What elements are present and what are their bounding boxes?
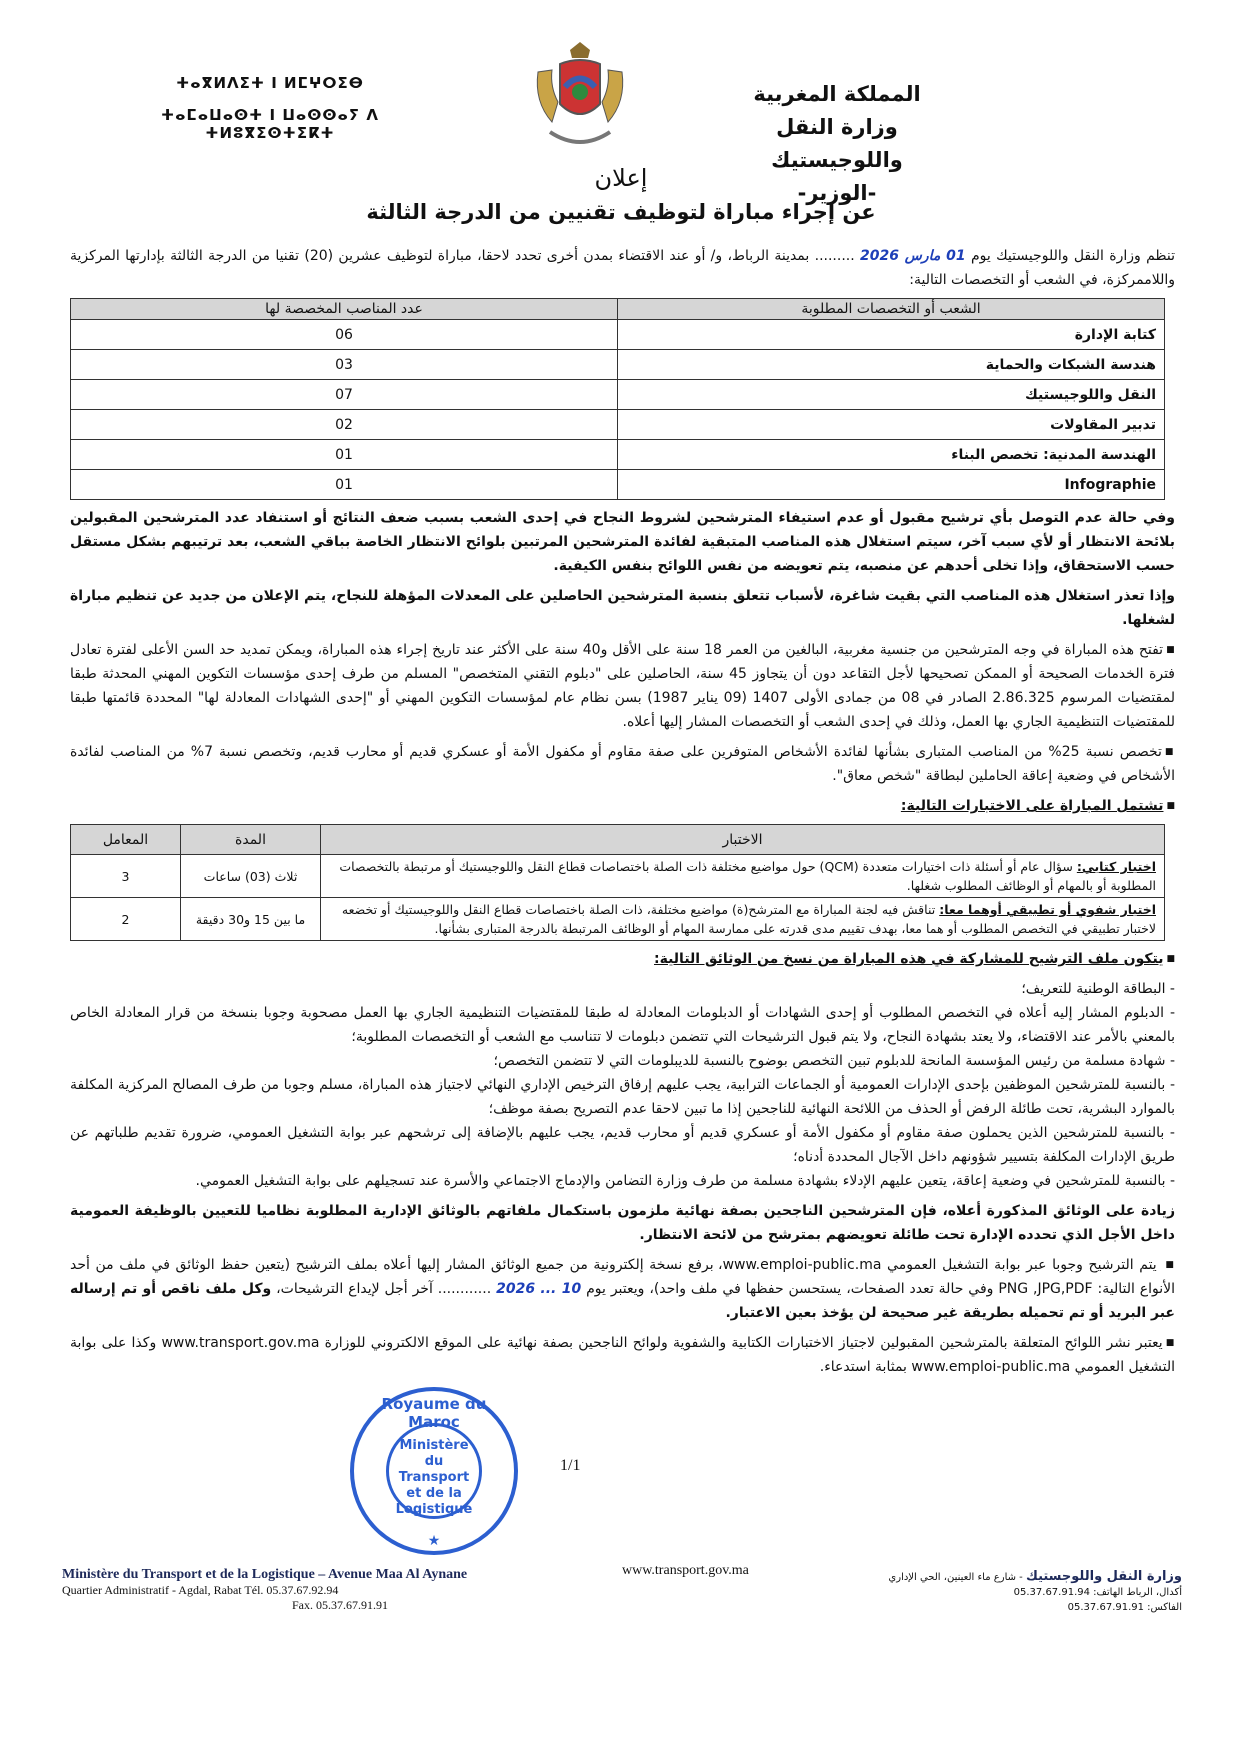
footer-website: www.transport.gov.ma bbox=[622, 1563, 749, 1578]
docs-heading-text: يتكون ملف الترشيح للمشاركة في هذه المباراة من نسخ من الوثائق التالية: bbox=[654, 951, 1164, 967]
exam-cell bbox=[321, 855, 1165, 898]
specialty-cell: الهندسة المدنية: تخصص البناء bbox=[618, 440, 1165, 470]
footer-arabic bbox=[888, 1569, 1182, 1615]
table-header-row bbox=[71, 825, 1165, 855]
eligibility-bullet: ■ تفتح هذه المباراة في وجه المترشحين من جنسية مغربية، البالغين من العمر 18 سنة على الأقل و40 سنة على الأكثر عند تاريخ إجراء هذه المباراة، ويمكن تمديد حد السن الأعلى لفترة تعادل فترة الخدمات الصحيحة أو الممكن تصحيحها لأجل التقاعد دون أن يتجاوز 45 سنة، الحاصلين على "دبلوم التقني المتخصص" المسلم من طرف إحدى مؤسسات التكوين المهني المحدثة طبقا لمقتضيات المرسوم 2.86.325 الصادر في 08 من جمادى الأولى 1407 (09 يناير 1987) بسن نظام عام لمؤسسات التكوين المهني أو "إحدى الشهادات المعادلة لها" المحددة قائمتها طبقا للمقتضيات التنظيمية الجاري بها العمل، وذلك في إحدى الشعب أو التخصصات المشار إليها أعلاه. bbox=[70, 638, 1175, 734]
royal-emblem-icon bbox=[530, 42, 630, 157]
post-count-cell: 02 bbox=[71, 410, 618, 440]
specialty-cell: Infographie bbox=[618, 470, 1165, 500]
column-header: المعامل bbox=[71, 825, 181, 855]
coefficient-cell: 2 bbox=[71, 898, 181, 941]
exam-description: تناقش فيه لجنة المباراة مع المترشح(ة) مواضيع مختلفة، ذات الصلة باختصاصات قطاع النقل واللوجيستيك أو تخضعه لاختبار تطبيقي في التخصص المطلوب أو هما معا، بهدف تقييم مدى قدرته على ممارسة المهام أو الوظائف المرتبطة بالدرجة المتبارى بشأنها. bbox=[341, 902, 1156, 936]
list-item: - البطاقة الوطنية للتعريف؛ bbox=[1021, 981, 1175, 997]
page-subtitle: عن إجراء مباراة لتوظيف تقنيين من الدرجة الثالثة bbox=[366, 200, 876, 224]
vacancy-paragraph-2: وإذا تعذر استغلال هذه المناصب التي بقيت شاغرة، لأسباب تتعلق بنسبة المترشحين الحاصلين على المعدلات المؤهلة للنجاح، يتم الإعلان من جديد عن تنظيم مباراة لشغلها. bbox=[70, 588, 1175, 628]
post-count-cell: 07 bbox=[71, 380, 618, 410]
ministry-name: وزارة النقل واللوجيستيك bbox=[771, 115, 903, 172]
document-body bbox=[62, 244, 1182, 1623]
post-count-cell: 01 bbox=[71, 440, 618, 470]
list-item: - شهادة مسلمة من رئيس المؤسسة المانحة للدبلوم تبين التخصص بوضوح بالنسبة للديبلومات التي لا تتضمن التخصص؛ bbox=[493, 1053, 1175, 1069]
vacancy-paragraph: وفي حالة عدم التوصل بأي ترشيح مقبول أو عدم استيفاء المترشحين لشروط النجاح في إحدى الشعب بسبب ضعف النتائج أو استنفاد عدد المترشحين المقبولين بلائحة الانتظار أو لأي سبب آخر، سيتم استغلال هذه المناصب المتبقية لفائدة المترشحين المرتبين بلوائح الانتظار الخاصة بباقي الشعب، بعد ترتيبهم بشكل مستقل حسب الاستحقاق، وإذا تخلى أحدهم عن منصبه، يتم تعويضه من نفس اللوائح بنفس الكيفية. bbox=[70, 510, 1175, 574]
footer-ar-ministry: وزارة النقل واللوجستيك bbox=[1025, 1569, 1182, 1584]
stamp-outer-text: Royaume du Maroc bbox=[381, 1395, 487, 1431]
publication-bullet: ■ يعتبر نشر اللوائح المتعلقة بالمترشحين المقبولين لاجتياز الاختبارات الكتابية والشفوية ولوائح الناجحين بصفة نهائية على الموقع الالكتروني للوزارة www.transport.gov.ma وكذا على بوابة التشغيل العمومي www.emploi-public.ma بمثابة استدعاء. bbox=[70, 1331, 1175, 1379]
star-icon: ★ bbox=[427, 1533, 441, 1549]
exams-heading-text: تشتمل المباراة على الاختبارات التالية: bbox=[900, 798, 1164, 814]
list-item: - بالنسبة للمترشحين في وضعية إعاقة، يتعين عليهم الإدلاء بشهادة مسلمة من طرف وزارة التضامن والإدماج الاجتماعي والأسرة عند تسجيلهم على بوابة التشغيل العمومي. bbox=[195, 1173, 1175, 1189]
submission-warning: وكل ملف ناقص أو تم إرساله عبر البريد أو تم تحميله بطريقة غير صحيحة لن يؤخذ بعين الاعتبار. bbox=[70, 1281, 1175, 1321]
footer-fr-line3: Fax. 05.37.67.91.91 bbox=[292, 1598, 388, 1612]
column-header: الشعب أو التخصصات المطلوبة bbox=[618, 299, 1165, 320]
table-row bbox=[71, 380, 1165, 410]
column-header: المدة bbox=[181, 825, 321, 855]
coefficient-cell: 3 bbox=[71, 855, 181, 898]
docs-note: زيادة على الوثائق المذكورة أعلاه، فإن المترشحين الناجحين بصفة نهائية ملزمون باستكمال ملفاتهم بالوثائق الإدارية المطلوبة نظاميا للتعيين بالوظيفة العمومية داخل الأجل الذي تحدده الإدارة تحت طائلة تعويضهم بمترشح من لائحة الانتظار. bbox=[70, 1203, 1175, 1243]
footer-ar-address: - شارع ماء العينين، الحي الإداري bbox=[888, 1572, 1026, 1583]
footer-ar-fax: الفاكس: 05.37.67.91.91 bbox=[1067, 1602, 1182, 1613]
handwritten-deadline: 10 ... 2026 bbox=[496, 1281, 582, 1297]
duration-cell: ثلاث (03) ساعات bbox=[181, 855, 321, 898]
table-row bbox=[71, 320, 1165, 350]
table-header-row bbox=[71, 299, 1165, 320]
handwritten-date: 01 مارس 2026 bbox=[860, 248, 966, 264]
footer-ar-phone: أكدال، الرباط الهاتف: 05.37.67.91.94 bbox=[1013, 1587, 1182, 1598]
intro-text-cont: ......... بمدينة الرباط، و/ أو عند الاقتضاء بمدن أخرى تحدد لاحقا، مباراة لتوظيف عشرين (20) تقنيا من الدرجة الثالثة بإدارتها المركزية واللاممركزة، في الشعب أو التخصصات التالية: bbox=[70, 248, 1175, 288]
footer-french bbox=[62, 1567, 467, 1613]
page-title: إعلان bbox=[594, 164, 648, 192]
post-count-cell: 03 bbox=[71, 350, 618, 380]
stamp-inner-text: Ministère du Transport et de la Logistique bbox=[386, 1423, 482, 1519]
column-header: عدد المناصب المخصصة لها bbox=[71, 299, 618, 320]
intro-paragraph bbox=[70, 244, 1175, 292]
exam-cell bbox=[321, 898, 1165, 941]
submission-text: يتم الترشيح وجوبا عبر بوابة التشغيل العمومي www.emploi-public.ma، برفع نسخة إلكترونية من جميع الوثائق المشار إليها أعلاه بملف الترشيح (يتعين حفظ الوثائق في ملف من أحد الأنواع التالية: PNG ,JPG,PDF وفي حالة تعدد الصفحات، يستحسن حفظها في ملف واحد)، ويعتبر يوم bbox=[70, 1257, 1176, 1297]
table-row bbox=[71, 470, 1165, 500]
ministry-stamp bbox=[350, 1387, 518, 1555]
exam-label: اختبار كتابي: bbox=[1076, 859, 1156, 874]
table-row bbox=[71, 855, 1165, 898]
list-item: - بالنسبة للمترشحين الذين يحملون صفة مقاوم أو مكفول الأمة أو عسكري قديم أو محارب قديم، يجب عليهم بالإضافة إلى ترشحهم عبر بوابة التشغيل العمومي، ضرورة تقديم طلباتهم عن طريق الإدارات المكلفة بتسيير شؤونهم داخل الآجال المحددة أدناه؛ bbox=[70, 1125, 1175, 1165]
quota-bullet: ■ تخصص نسبة 25% من المناصب المتبارى بشأنها لفائدة الأشخاص المتوفرين على صفة مقاوم أو مكفول الأمة أو عسكري قديم أو محارب قديم، وتخصص نسبة 7% من المناصب لفائدة الأشخاص في وضعية إعاقة الحاملين لبطاقة "شخص معاق". bbox=[70, 740, 1175, 788]
tifinagh-kingdom: ⵜⴰⴳⵍⴷⵉⵜ ⵏ ⵍⵎⵖⵔⵉⴱ bbox=[176, 74, 364, 92]
posts-table bbox=[70, 298, 1165, 500]
post-count-cell: 06 bbox=[71, 320, 618, 350]
minister-label: -الوزير- bbox=[797, 181, 877, 205]
table-row bbox=[71, 440, 1165, 470]
table-row bbox=[71, 898, 1165, 941]
kingdom-name: المملكة المغربية bbox=[753, 82, 921, 106]
specialty-cell: كتابة الإدارة bbox=[618, 320, 1165, 350]
exam-label: اختبار شفوي أو تطبيقي أوهما معا: bbox=[939, 902, 1156, 917]
intro-text: تنظم وزارة النقل واللوجيستيك يوم bbox=[970, 248, 1175, 264]
exams-table bbox=[70, 824, 1165, 941]
list-item: - بالنسبة للمترشحين الموظفين بإحدى الإدارات العمومية أو الجماعات الترابية، يجب عليهم إرفاق الترخيص الإداري النهائي لاجتياز هذه المباراة، مسلم وجوبا من طرف المصالح المركزية المكلفة بالموارد البشرية، تحت طائلة الرفض أو الحذف من اللائحة النهائية للناجحين إذا ما تبين لاحقا عدم التصريح بصفة موظف؛ bbox=[70, 1077, 1175, 1117]
table-row bbox=[71, 350, 1165, 380]
page-footer bbox=[62, 1563, 1182, 1623]
footer-fr-line2: Quartier Administratif - Agdal, Rabat Tél. 05.37.67.92.94 bbox=[62, 1583, 339, 1597]
column-header: الاختبار bbox=[321, 825, 1165, 855]
docs-heading bbox=[70, 947, 1175, 971]
submission-text-2: ............ آخر أجل لإيداع الترشيحات، bbox=[276, 1281, 492, 1297]
stamp-area bbox=[70, 1387, 1175, 1563]
specialty-cell: تدبير المقاولات bbox=[618, 410, 1165, 440]
submission-bullet bbox=[70, 1253, 1175, 1325]
exam-description: سؤال عام أو أسئلة ذات اختيارات متعددة (QCM) حول مواضيع مختلفة ذات الصلة باختصاصات قطاع النقل واللوجيستيك أو مرتبطة بالتخصصات المطلوبة أو بالمهام أو الوظائف المطلوب شغلها. bbox=[339, 859, 1156, 893]
list-item: - الدبلوم المشار إليه أعلاه في التخصص المطلوب أو إحدى الشهادات أو الدبلومات المعادلة له طبقا للمقتضيات التنظيمية الجاري بها العمل مصحوبة وجوبا بنسخة من قرار المعادلة الخاص بالمعني بالأمر عند الاقتضاء، ولا يعتد بشهادة النجاح، ولا يتم قبول الترشيحات التي تتضمن دبلومات لا تتناسب مع الشعب أو التخصصات المطلوبة؛ bbox=[70, 1005, 1175, 1045]
specialty-cell: هندسة الشبكات والحماية bbox=[618, 350, 1165, 380]
footer-fr-line1: Ministère du Transport et de la Logistique – Avenue Maa Al Aynane bbox=[62, 1567, 468, 1582]
page-number: 1/1 bbox=[560, 1457, 581, 1474]
specialty-cell: النقل واللوجيستيك bbox=[618, 380, 1165, 410]
docs-list bbox=[70, 977, 1175, 1193]
tifinagh-ministry: ⵜⴰⵎⴰⵡⴰⵙⵜ ⵏ ⵡⴰⵙⵙⴰⵢ ⴷ ⵜⵍⵓⴳⵉⵙⵜⵉⴽⵜ bbox=[161, 106, 379, 142]
exams-heading bbox=[70, 794, 1175, 818]
duration-cell: ما بين 15 و30 دقيقة bbox=[181, 898, 321, 941]
post-count-cell: 01 bbox=[71, 470, 618, 500]
table-row bbox=[71, 410, 1165, 440]
